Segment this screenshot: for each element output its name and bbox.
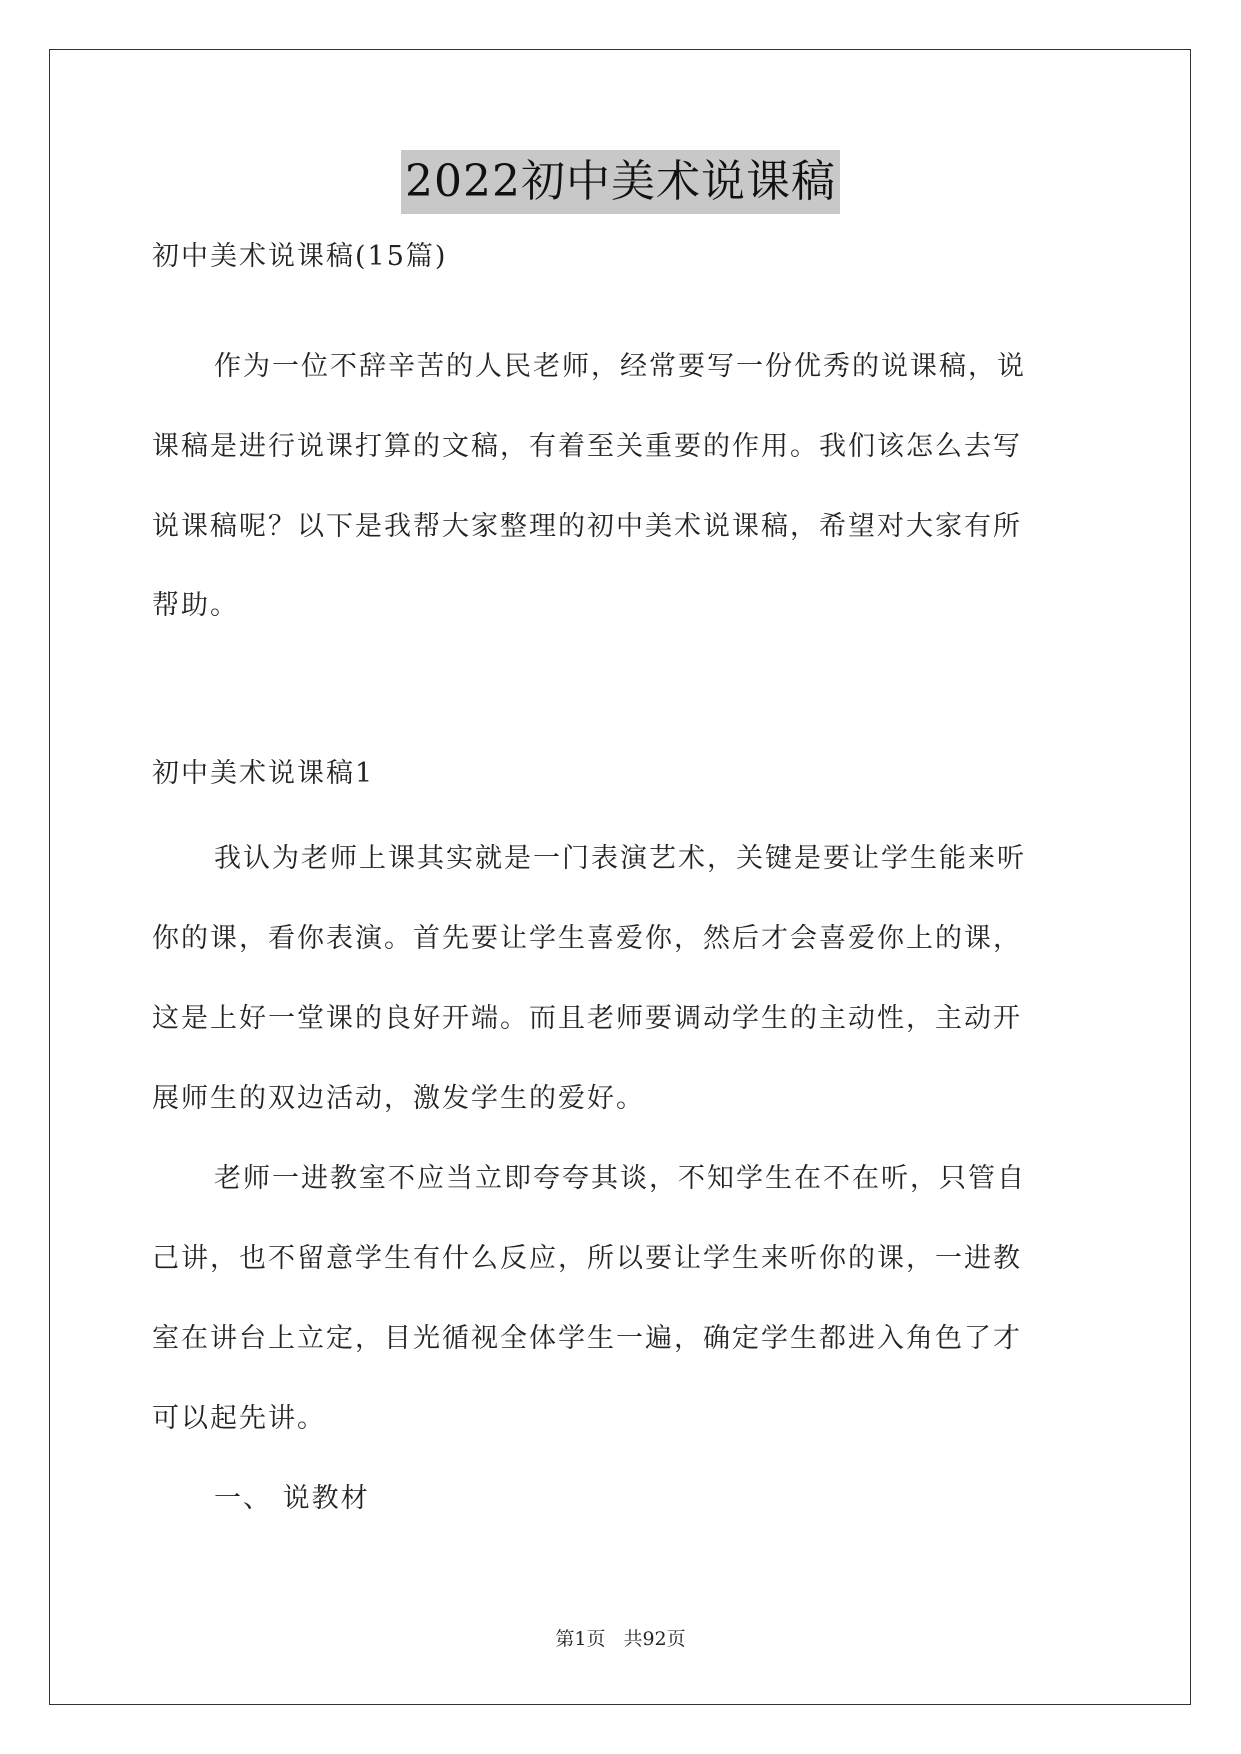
page-number: 第1页: [555, 1628, 606, 1650]
paragraph-line: 老师一进教室不应当立即夸夸其谈，不知学生在不在听，只管自: [214, 1163, 1026, 1194]
subtitle-line: 初中美术说课稿(15篇): [152, 241, 448, 272]
page-total: 共92页: [623, 1628, 686, 1650]
paragraph-line: 室在讲台上立定，目光循视全体学生一遍，确定学生都进入角色了才: [152, 1323, 1022, 1354]
paragraph-line: 帮助。: [152, 590, 239, 621]
paragraph-line: 可以起先讲。: [152, 1403, 326, 1434]
paragraph-line: 说课稿呢？以下是我帮大家整理的初中美术说课稿，希望对大家有所: [152, 511, 1022, 542]
paragraph-line: 展师生的双边活动，激发学生的爱好。: [152, 1083, 645, 1114]
page-footer: [0, 1626, 1241, 1652]
paragraph-line: 课稿是进行说课打算的文稿，有着至关重要的作用。我们该怎么去写: [152, 431, 1022, 462]
section-heading: 初中美术说课稿1: [152, 758, 375, 789]
paragraph-line: 我认为老师上课其实就是一门表演艺术，关键是要让学生能来听: [214, 843, 1026, 874]
subheading-line: 一、 说教材: [214, 1483, 370, 1514]
title-container: [0, 150, 1241, 214]
paragraph-line: 作为一位不辞辛苦的人民老师，经常要写一份优秀的说课稿，说: [214, 351, 1026, 382]
paragraph-line: 你的课，看你表演。首先要让学生喜爱你，然后才会喜爱你上的课，: [152, 923, 1022, 954]
document-title: 2022初中美术说课稿: [401, 150, 840, 214]
paragraph-line: 这是上好一堂课的良好开端。而且老师要调动学生的主动性，主动开: [152, 1003, 1022, 1034]
paragraph-line: 己讲，也不留意学生有什么反应，所以要让学生来听你的课，一进教: [152, 1243, 1022, 1274]
